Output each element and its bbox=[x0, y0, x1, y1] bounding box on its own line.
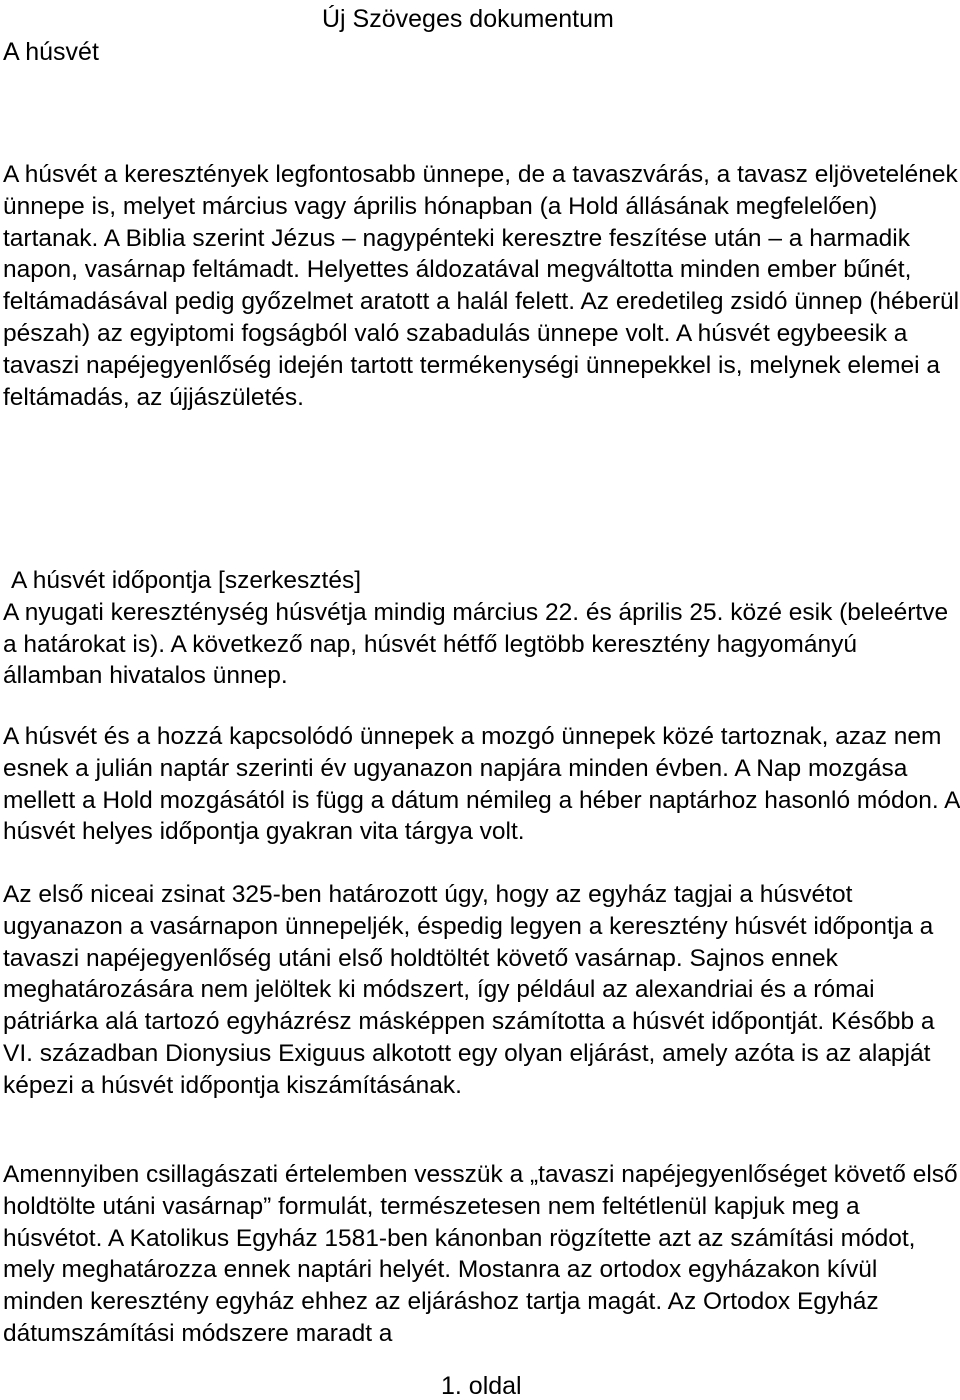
intro-block bbox=[3, 159, 960, 413]
paragraph-block-3 bbox=[3, 879, 960, 1102]
document-subtitle: A húsvét bbox=[3, 38, 99, 66]
section-body-paragraph: A nyugati kereszténység húsvétja mindig március 22. és április 25. közé esik (beleértve a határokat is). A következő nap, húsvét hétfő legtöbb keresztény hagyományú államban hivatalos ünnep. bbox=[3, 598, 949, 690]
paragraph-block-4 bbox=[3, 1159, 960, 1350]
paragraph-astronomical: Amennyiben csillagászati értelemben vesszük a „tavaszi napéjegyenlőséget követő első holdtölte utáni vasárnap” formulát, természetesen nem feltétlenül kapjuk meg a húsvétot. A Katolikus Egyház 1581-ben kánonban rögzítette azt az számítási módot, mely meghatározza ennek naptári helyét. Mostanra az ortodox egyházakon kívül minden keresztény egyház ehhez az eljáráshoz tartja magát. Az Ortodox Egyház dátumszámítási módszere maradt a bbox=[3, 1161, 958, 1347]
paragraph-movable-feasts: A húsvét és a hozzá kapcsolódó ünnepek a mozgó ünnepek közé tartoznak, azaz nem esnek a julián naptár szerinti év ugyanazon napjára minden évben. A Nap mozgása mellett a Hold mozgásától is függ a dátum némileg a héber naptárhoz hasonló módon. A húsvét helyes időpontja gyakran vita tárgya volt. bbox=[3, 723, 960, 846]
page-number: 1. oldal bbox=[441, 1372, 522, 1400]
intro-paragraph: A húsvét a keresztények legfontosabb ünnepe, de a tavaszvárás, a tavasz eljövetelének ünnepe is, melyet március vagy április hónapban (a Hold állásának megfelelően) tartanak. A Biblia szerint Jézus – nagypénteki keresztre feszítése után – a harmadik napon, vasárnap feltámadt. Helyettes áldozatával megváltotta minden ember bűnét, feltámadásával pedig győzelmet aratott a halál felett. Az eredetileg zsidó ünnep (héberül pészah) az egyiptomi fogságból való szabadulás ünnepe volt. A húsvét egybeesik a tavaszi napéjegyenlőség idején tartott termékenységi ünnepekkel is, melynek elemei a feltámadás, az újjászületés. bbox=[3, 161, 960, 411]
section-heading: A húsvét időpontja [szerkesztés] bbox=[11, 567, 361, 594]
section-date bbox=[3, 565, 960, 692]
document-title: Új Szöveges dokumentum bbox=[322, 5, 614, 33]
paragraph-nicaea: Az első niceai zsinat 325-ben határozott úgy, hogy az egyház tagjai a húsvétot ugyanazon a vasárnapon ünnepeljék, éspedig legyen a keresztény húsvét időpontja a tavaszi napéjegyenlőség utáni első holdtöltét követő vasárnap. Sajnos ennek meghatározására nem jelöltek ki módszert, így például az alexandriai és a római pátriárka alá tartozó egyházrész másképpen számította a húsvét időpontját. Később a VI. században Dionysius Exiguus alkotott egy olyan eljárást, amely azóta is az alapját képezi a húsvét időpontja kiszámításának. bbox=[3, 881, 935, 1099]
paragraph-block-2 bbox=[3, 721, 960, 848]
